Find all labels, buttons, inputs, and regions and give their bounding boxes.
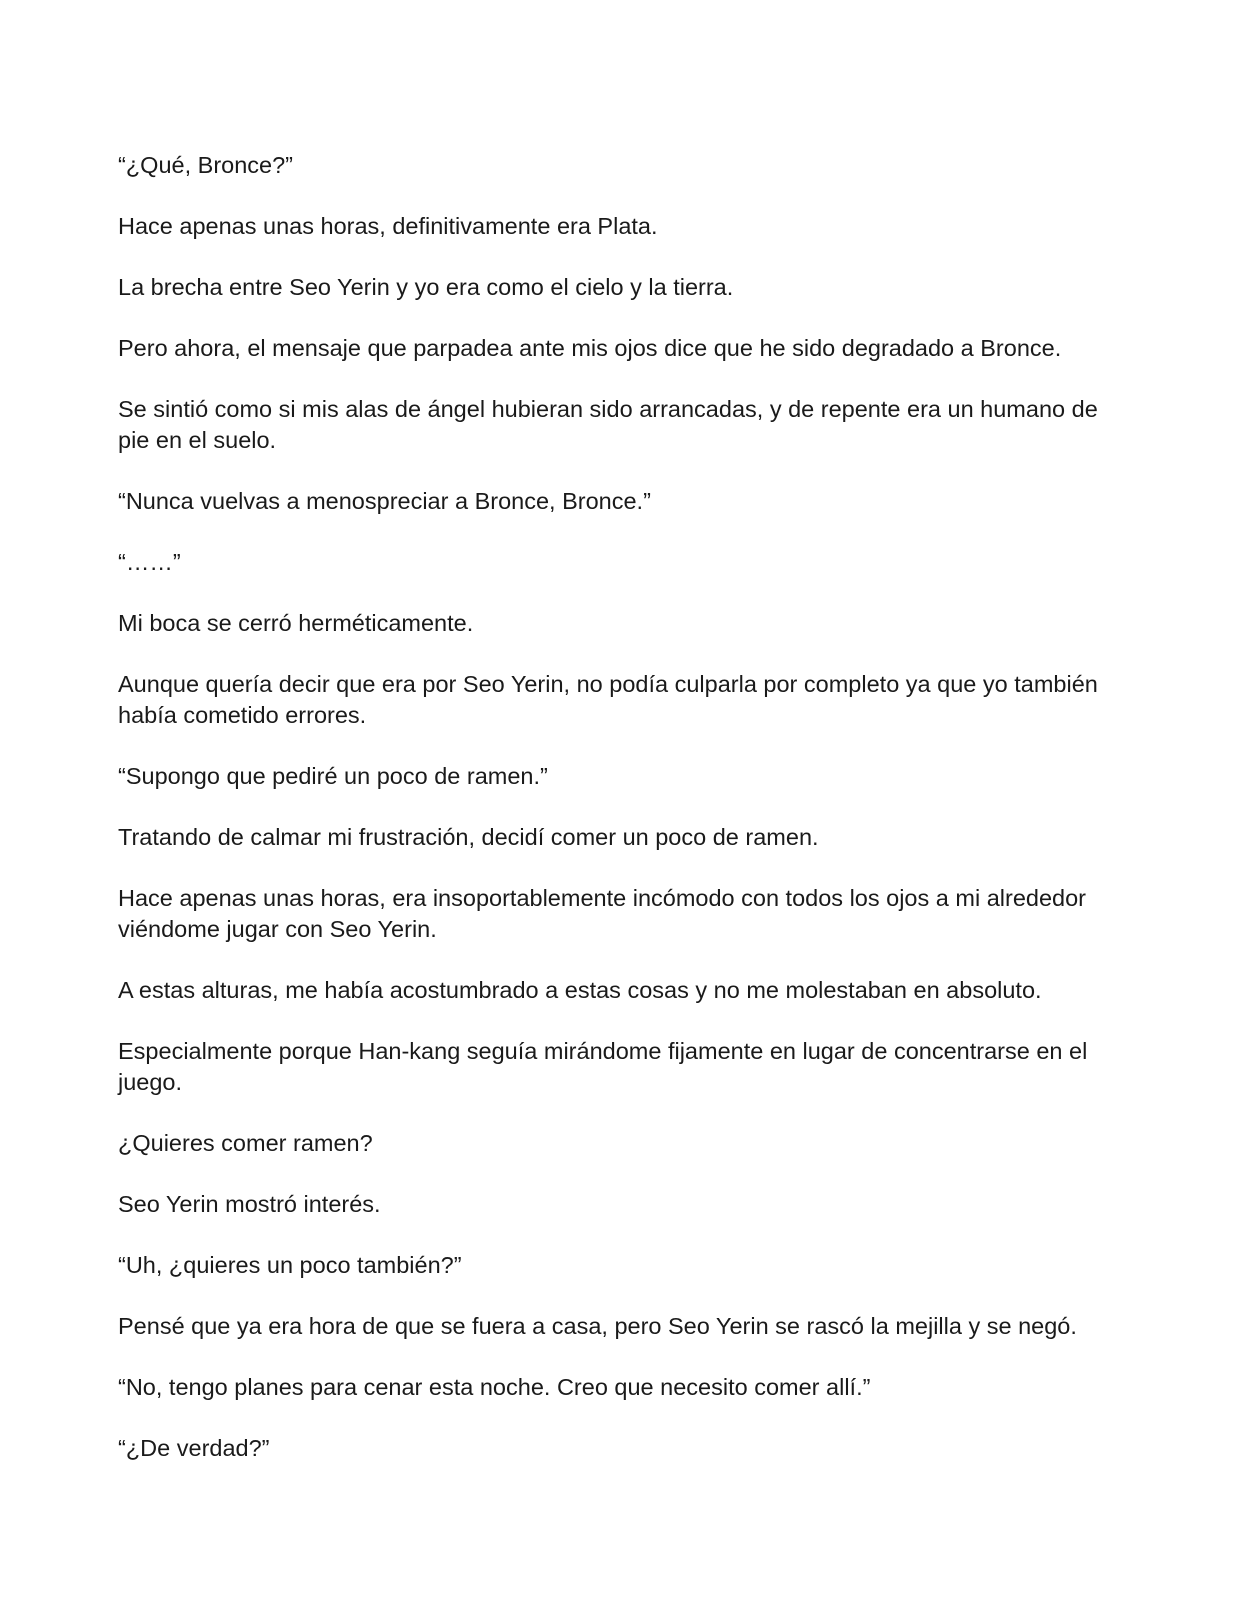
paragraph: Hace apenas unas horas, definitivamente era Plata. xyxy=(118,213,658,239)
paragraph: “¿Qué, Bronce?” xyxy=(118,152,294,178)
paragraph: La brecha entre Seo Yerin y yo era como el cielo y la tierra. xyxy=(118,274,734,300)
paragraph: “Uh, ¿quieres un poco también?” xyxy=(118,1252,462,1278)
paragraph: Seo Yerin mostró interés. xyxy=(118,1191,381,1217)
paragraph: “Supongo que pediré un poco de ramen.” xyxy=(118,763,548,789)
paragraph: Aunque quería decir que era por Seo Yerin, no podía culparla por completo ya que yo también había cometido errores. xyxy=(118,671,1098,728)
paragraph: Tratando de calmar mi frustración, decidí comer un poco de ramen. xyxy=(118,824,819,850)
paragraph: “……” xyxy=(118,549,181,575)
paragraph: ¿Quieres comer ramen? xyxy=(118,1130,373,1156)
paragraph: Pensé que ya era hora de que se fuera a casa, pero Seo Yerin se rascó la mejilla y se negó. xyxy=(118,1313,1077,1339)
paragraph: “No, tengo planes para cenar esta noche. Creo que necesito comer allí.” xyxy=(118,1374,871,1400)
paragraph: A estas alturas, me había acostumbrado a estas cosas y no me molestaban en absoluto. xyxy=(118,977,1042,1003)
document-body xyxy=(118,150,1128,1494)
paragraph: Hace apenas unas horas, era insoportablemente incómodo con todos los ojos a mi alrededor viéndome jugar con Seo Yerin. xyxy=(118,885,1086,942)
paragraph: “Nunca vuelvas a menospreciar a Bronce, Bronce.” xyxy=(118,488,651,514)
paragraph: “¿De verdad?” xyxy=(118,1435,270,1461)
paragraph: Mi boca se cerró herméticamente. xyxy=(118,610,474,636)
paragraph: Especialmente porque Han-kang seguía mirándome fijamente en lugar de concentrarse en el juego. xyxy=(118,1038,1088,1095)
paragraph: Se sintió como si mis alas de ángel hubieran sido arrancadas, y de repente era un humano de pie en el suelo. xyxy=(118,396,1098,453)
paragraph: Pero ahora, el mensaje que parpadea ante mis ojos dice que he sido degradado a Bronce. xyxy=(118,335,1062,361)
